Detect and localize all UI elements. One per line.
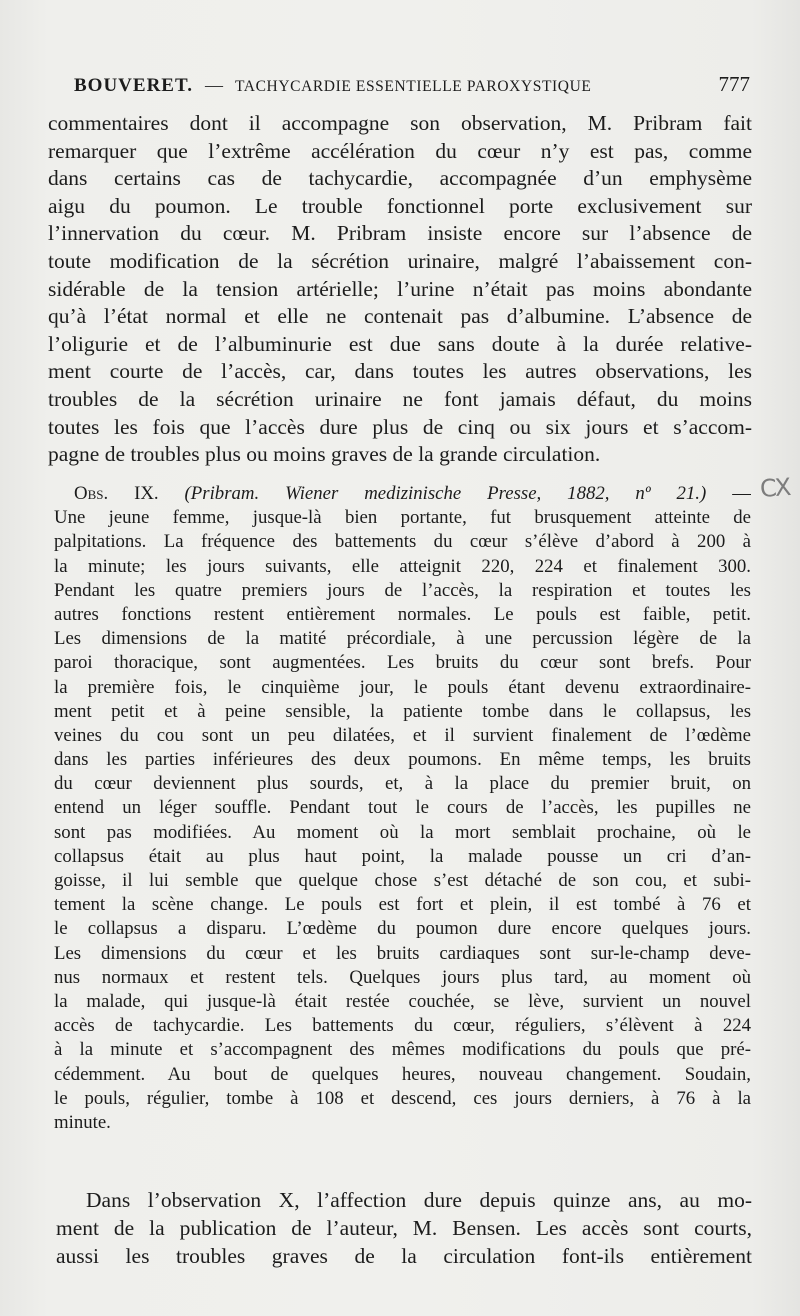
text-line: accès de tachycardie. Les battements du cœur, réguliers, s’élèvent à 224	[54, 1015, 751, 1037]
text-line: ment petit et à peine sensible, la patiente tombe dans le collapsus, les	[54, 700, 751, 722]
observation-heading	[54, 482, 751, 506]
text-line: tement la scène change. Le pouls est fort et plein, il est tombé à 76 et	[54, 894, 751, 916]
observation-dash: —	[732, 483, 751, 504]
running-head-author: BOUVERET.	[74, 75, 193, 96]
running-head-dash: —	[204, 75, 223, 95]
text-line: du cœur deviennent plus sourds, et, à la place du premier bruit, on	[54, 773, 751, 795]
text-line: dans certains cas de tachycardie, accompagnée d’un emphysème	[48, 166, 752, 191]
text-line: la minute; les jours suivants, elle atteignit 220, 224 et finalement 300.	[54, 555, 751, 577]
text-line: l’oligurie et de l’albuminurie est due sans doute à la durée relative-	[48, 331, 752, 356]
paragraph-commentaires	[48, 110, 752, 469]
text-line: nus normaux et restent tels. Quelques jours plus tard, au moment où	[54, 966, 751, 988]
running-head-title: TACHYCARDIE ESSENTIELLE PAROXYSTIQUE	[234, 78, 592, 95]
text-line: pagne de troubles plus ou moins graves de la grande circulation.	[48, 442, 601, 467]
text-line: Une jeune femme, jusque-là bien portante, fut brusquement atteinte de	[54, 507, 751, 529]
text-line: autres fonctions restent entièrement normales. Le pouls est faible, petit.	[54, 603, 751, 625]
margin-note-handwritten: CX	[759, 473, 791, 503]
running-head	[74, 72, 750, 102]
text-line: Dans l’observation X, l’affection dure depuis quinze ans, au mo-	[86, 1188, 752, 1212]
text-line: à la minute et s’accompagnent des mêmes modifications du pouls que pré-	[54, 1039, 751, 1061]
observation-ix	[54, 482, 751, 1135]
text-line: sont pas modifiées. Au moment où la mort semblait prochaine, où le	[54, 821, 751, 843]
text-line: veines du cou sont un peu dilatées, et il survient finalement de l’œdème	[54, 724, 751, 746]
text-line: collapsus était au plus haut point, la malade pousse un cri d’an-	[54, 845, 751, 867]
text-line: ment courte de l’accès, car, dans toutes les autres observations, les	[48, 359, 752, 384]
text-line: entend un léger souffle. Pendant tout le cours de l’accès, les pupilles ne	[54, 797, 751, 819]
text-line: toutes les fois que l’accès dure plus de cinq ou six jours et s’accom-	[48, 414, 752, 439]
text-line: Les dimensions de la matité précordiale, à une percussion légère de la	[54, 628, 751, 650]
text-line: remarquer que l’extrême accélération du cœur n’y est pas, comme	[48, 138, 752, 163]
paragraph-observation-x	[56, 1186, 752, 1270]
text-line: commentaires dont il accompagne son observation, M. Pribram fait	[48, 111, 752, 135]
text-line: toute modification de la sécrétion urinaire, malgré l’abaissement con-	[48, 248, 752, 273]
text-line: l’innervation du cœur. M. Pribram insiste encore sur l’absence de	[48, 221, 752, 246]
text-line: sidérable de la tension artérielle; l’urine n’était pas moins abondante	[48, 276, 752, 301]
text-line: qu’à l’état normal et elle ne contenait pas d’albumine. L’absence de	[48, 304, 752, 329]
text-line: minute.	[54, 1111, 111, 1133]
observation-label: Obs. IX.	[74, 483, 159, 504]
text-line: Pendant les quatre premiers jours de l’accès, la respiration et toutes les	[54, 579, 751, 601]
text-line: cédemment. Au bout de quelques heures, nouveau changement. Soudain,	[54, 1063, 751, 1085]
text-line: palpitations. La fréquence des battements du cœur s’élève d’abord à 200 à	[54, 531, 751, 553]
text-line: aussi les troubles graves de la circulation font-ils entièrement	[56, 1244, 752, 1268]
text-line: Les dimensions du cœur et les bruits cardiaques sont sur-le-champ deve-	[54, 942, 751, 964]
text-line: aigu du poumon. Le trouble fonctionnel porte exclusivement sur	[48, 193, 752, 218]
page-number: 777	[718, 72, 750, 96]
text-line: dans les parties inférieures des deux poumons. En même temps, les bruits	[54, 749, 751, 771]
text-line: troubles de la sécrétion urinaire ne font jamais défaut, du moins	[48, 386, 752, 411]
text-line: la première fois, le cinquième jour, le pouls étant devenu extraordinaire-	[54, 676, 751, 698]
text-line: le pouls, régulier, tombe à 108 et descend, ces jours derniers, à 76 à la	[54, 1087, 751, 1109]
text-line: le collapsus a disparu. L’œdème du poumon dure encore quelques jours.	[54, 918, 751, 940]
text-line: la malade, qui jusque-là était restée couchée, se lève, survient un nouvel	[54, 990, 751, 1012]
text-line: paroi thoracique, sont augmentées. Les bruits du cœur sont brefs. Pour	[54, 652, 751, 674]
text-line: goisse, il lui semble que quelque chose s’est détaché de son cou, et subi-	[54, 870, 751, 891]
text-line: ment de la publication de l’auteur, M. Bensen. Les accès sont courts,	[56, 1216, 752, 1240]
observation-citation: (Pribram. Wiener medizinische Presse, 1882, nº 21.)	[184, 483, 707, 504]
